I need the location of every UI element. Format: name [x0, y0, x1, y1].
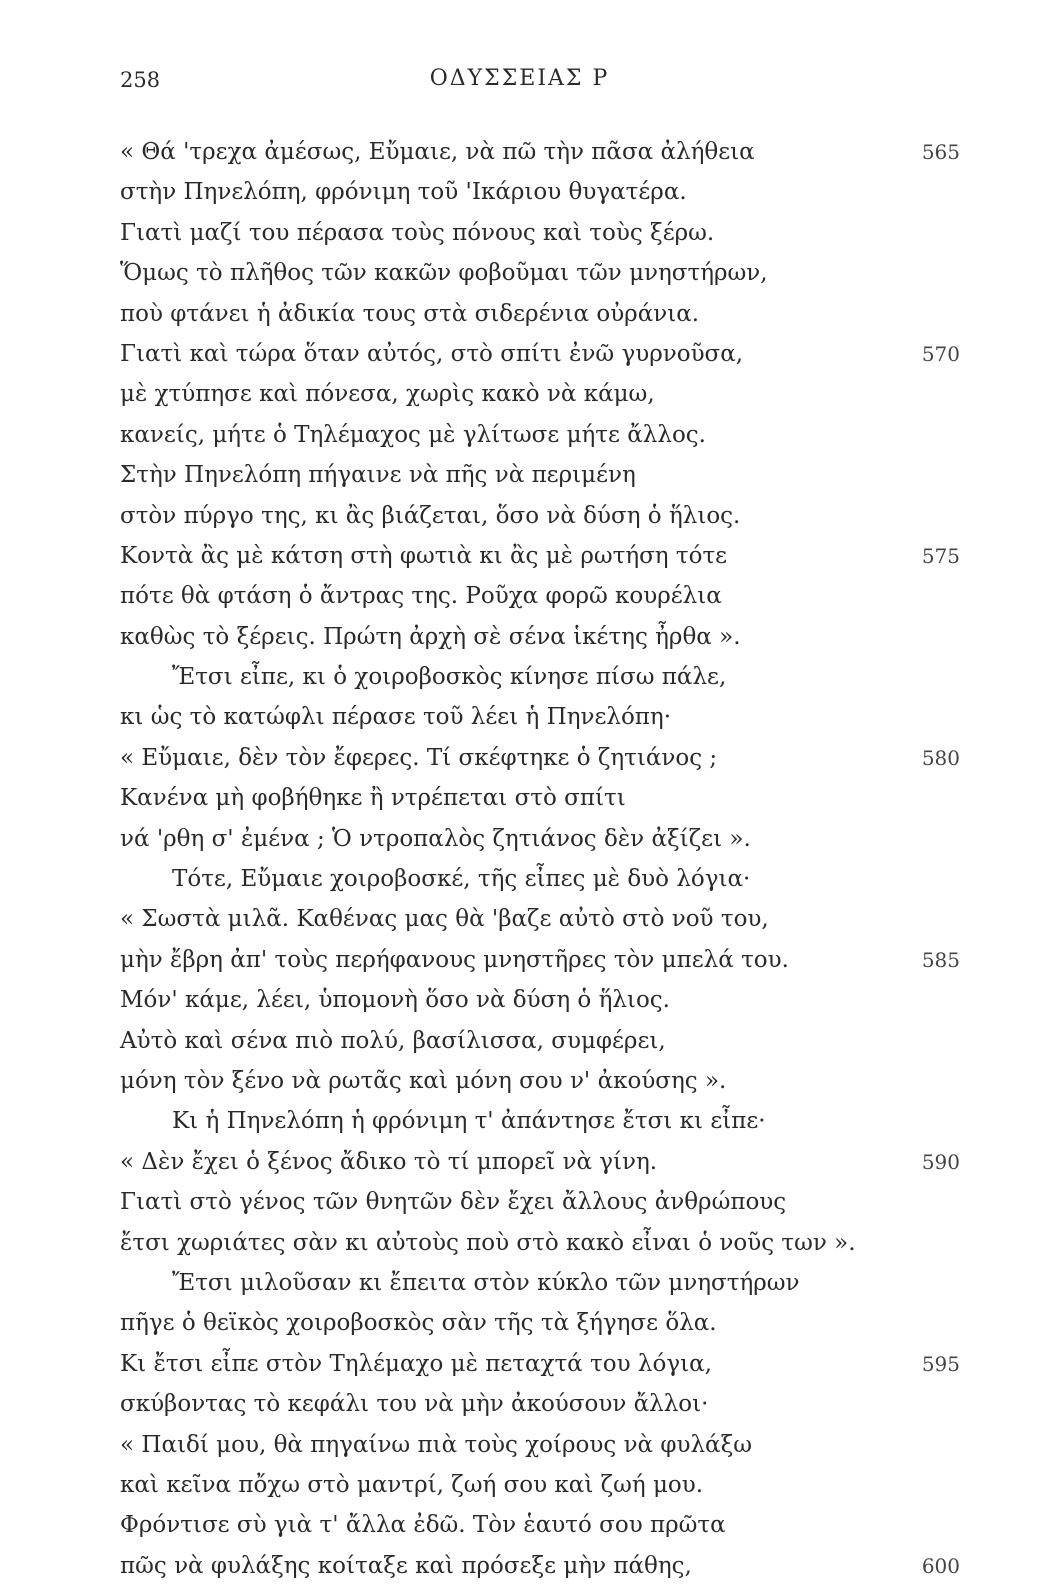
verse-text: « Παιδί μου, θὰ πηγαίνω πιὰ τοὺς χοίρους νὰ φυλάξω	[120, 1431, 753, 1458]
verse-line	[120, 1303, 960, 1343]
verse-line	[120, 1263, 960, 1303]
verse-text: Κι ἔτσι εἶπε στὸν Τηλέμαχο μὲ πεταχτά του λόγια,	[120, 1350, 712, 1377]
line-number: 585	[921, 947, 960, 972]
verse-text: πῆγε ὁ θεϊκὸς χοιροβοσκὸς σὰν τῆς τὰ ξήγησε ὅλα.	[120, 1310, 717, 1337]
verse-block	[120, 132, 960, 1586]
verse-line	[120, 657, 960, 697]
verse-line	[120, 1465, 960, 1505]
verse-line	[120, 980, 960, 1020]
verse-text: Τότε, Εὔμαιε χοιροβοσκέ, τῆς εἶπες μὲ δυὸ λόγια·	[172, 866, 751, 893]
verse-line	[120, 859, 960, 899]
verse-text: Ἔτσι μιλοῦσαν κι ἔπειτα στὸν κύκλο τῶν μνηστήρων	[172, 1269, 800, 1296]
verse-line	[120, 940, 960, 980]
verse-line	[120, 576, 960, 616]
verse-text: πῶς νὰ φυλάξης κοίταξε καὶ πρόσεξε μὴν πάθης,	[120, 1552, 692, 1579]
verse-text: Κι ἡ Πηνελόπη ἡ φρόνιμη τ' ἀπάντησε ἔτσι κι εἶπε·	[172, 1108, 766, 1135]
verse-line	[120, 1505, 960, 1545]
verse-text: νά 'ρθη σ' ἐμένα ; Ὁ ντροπαλὸς ζητιάνος δὲν ἀξίζει ».	[120, 825, 751, 852]
verse-line	[120, 1021, 960, 1061]
line-number: 600	[921, 1553, 960, 1578]
verse-line	[120, 1546, 960, 1586]
verse-text: καὶ κεῖνα πὄχω στὸ μαντρί, ζωή σου καὶ ζωή μου.	[120, 1471, 704, 1498]
verse-text: « Εὔμαιε, δὲν τὸν ἔφερες. Τί σκέφτηκε ὁ ζητιάνος ;	[120, 744, 718, 771]
verse-line	[120, 1182, 960, 1222]
verse-text: μὴν ἔβρη ἀπ' τοὺς περήφανους μνηστῆρες τὸν μπελά του.	[120, 946, 789, 973]
verse-line	[120, 374, 960, 414]
verse-line	[120, 536, 960, 576]
verse-line	[120, 697, 960, 737]
verse-text: ἔτσι χωριάτες σὰν κι αὐτοὺς ποὺ στὸ κακὸ εἶναι ὁ νοῦς των ».	[120, 1229, 856, 1256]
verse-text: Γιατὶ καὶ τώρα ὅταν αὐτός, στὸ σπίτι ἐνῶ γυρνοῦσα,	[120, 340, 744, 367]
verse-line	[120, 738, 960, 778]
verse-line	[120, 172, 960, 212]
verse-line	[120, 819, 960, 859]
line-number: 590	[921, 1149, 960, 1174]
verse-text: κι ὡς τὸ κατώφλι πέρασε τοῦ λέει ἡ Πηνελόπη·	[120, 704, 672, 731]
verse-line	[120, 617, 960, 657]
verse-line	[120, 899, 960, 939]
verse-text: σκύβοντας τὸ κεφάλι του νὰ μὴν ἀκούσουν ἄλλοι·	[120, 1391, 709, 1418]
verse-line	[120, 334, 960, 374]
verse-text: Κοντὰ ἂς μὲ κάτση στὴ φωτιὰ κι ἂς μὲ ρωτήση τότε	[120, 542, 728, 569]
verse-text: κανείς, μήτε ὁ Τηλέμαχος μὲ γλίτωσε μήτε ἄλλος.	[120, 421, 706, 448]
verse-line	[120, 132, 960, 172]
verse-text: Στὴν Πηνελόπη πήγαινε νὰ πῆς νὰ περιμένη	[120, 462, 636, 489]
verse-line	[120, 455, 960, 495]
verse-text: Ἔτσι εἶπε, κι ὁ χοιροβοσκὸς κίνησε πίσω πάλε,	[172, 664, 727, 691]
verse-line	[120, 1223, 960, 1263]
page-number: 258	[120, 68, 161, 92]
verse-text: Φρόντισε σὺ γιὰ τ' ἄλλα ἐδῶ. Τὸν ἑαυτό σου πρῶτα	[120, 1512, 726, 1539]
verse-line	[120, 1344, 960, 1384]
verse-line	[120, 1425, 960, 1465]
verse-text: στὸν πύργο της, κι ἂς βιάζεται, ὅσο νὰ δύση ὁ ἥλιος.	[120, 502, 741, 529]
verse-text: Κανένα μὴ φοβήθηκε ἢ ντρέπεται στὸ σπίτι	[120, 785, 626, 812]
verse-text: Ὅμως τὸ πλῆθος τῶν κακῶν φοβοῦμαι τῶν μνηστήρων,	[120, 260, 768, 287]
verse-text: καθὼς τὸ ξέρεις. Πρώτη ἀρχὴ σὲ σένα ἱκέτης ἦρθα ».	[120, 623, 741, 650]
verse-line	[120, 253, 960, 293]
verse-text: « Σωστὰ μιλᾶ. Καθένας μας θὰ 'βαζε αὐτὸ στὸ νοῦ του,	[120, 906, 769, 933]
verse-line	[120, 1101, 960, 1141]
verse-line	[120, 294, 960, 334]
verse-text: στὴν Πηνελόπη, φρόνιμη τοῦ 'Ικάριου θυγατέρα.	[120, 179, 687, 206]
verse-text: Αὐτὸ καὶ σένα πιὸ πολύ, βασίλισσα, συμφέρει,	[120, 1027, 666, 1054]
verse-text: ποὺ φτάνει ἡ ἀδικία τους στὰ σιδερένια οὐράνια.	[120, 300, 700, 327]
verse-text: « Θά 'τρεχα ἀμέσως, Εὔμαιε, νὰ πῶ τὴν πᾶσα ἀλήθεια	[120, 139, 755, 165]
line-number: 595	[921, 1351, 960, 1376]
verse-text: μόνη τὸν ξένο νὰ ρωτᾶς καὶ μόνη σου ν' ἀκούσης ».	[120, 1067, 727, 1094]
verse-line	[120, 415, 960, 455]
line-number: 575	[921, 543, 960, 568]
verse-text: μὲ χτύπησε καὶ πόνεσα, χωρὶς κακὸ νὰ κάμω,	[120, 381, 655, 408]
verse-line	[120, 1061, 960, 1101]
verse-text: « Δὲν ἔχει ὁ ξένος ἄδικο τὸ τί μπορεῖ νὰ γίνη.	[120, 1148, 658, 1175]
running-head: ΟΔΥΣΣΕΙΑΣ Ρ	[429, 66, 610, 91]
verse-line	[120, 1142, 960, 1182]
line-number: 565	[921, 140, 960, 164]
verse-line	[120, 1384, 960, 1424]
verse-line	[120, 496, 960, 536]
verse-text: Γιατὶ μαζί του πέρασα τοὺς πόνους καὶ τοὺς ξέρω.	[120, 219, 715, 246]
verse-line	[120, 778, 960, 818]
verse-text: Μόν' κάμε, λέει, ὑπομονὴ ὅσο νὰ δύση ὁ ἥλιος.	[120, 987, 670, 1014]
verse-line	[120, 213, 960, 253]
line-number: 580	[921, 745, 960, 770]
verse-text: Γιατὶ στὸ γένος τῶν θνητῶν δὲν ἔχει ἄλλους ἀνθρώπους	[120, 1189, 787, 1216]
line-number: 570	[921, 341, 960, 366]
verse-text: πότε θὰ φτάση ὁ ἄντρας της. Ροῦχα φορῶ κουρέλια	[120, 583, 722, 610]
